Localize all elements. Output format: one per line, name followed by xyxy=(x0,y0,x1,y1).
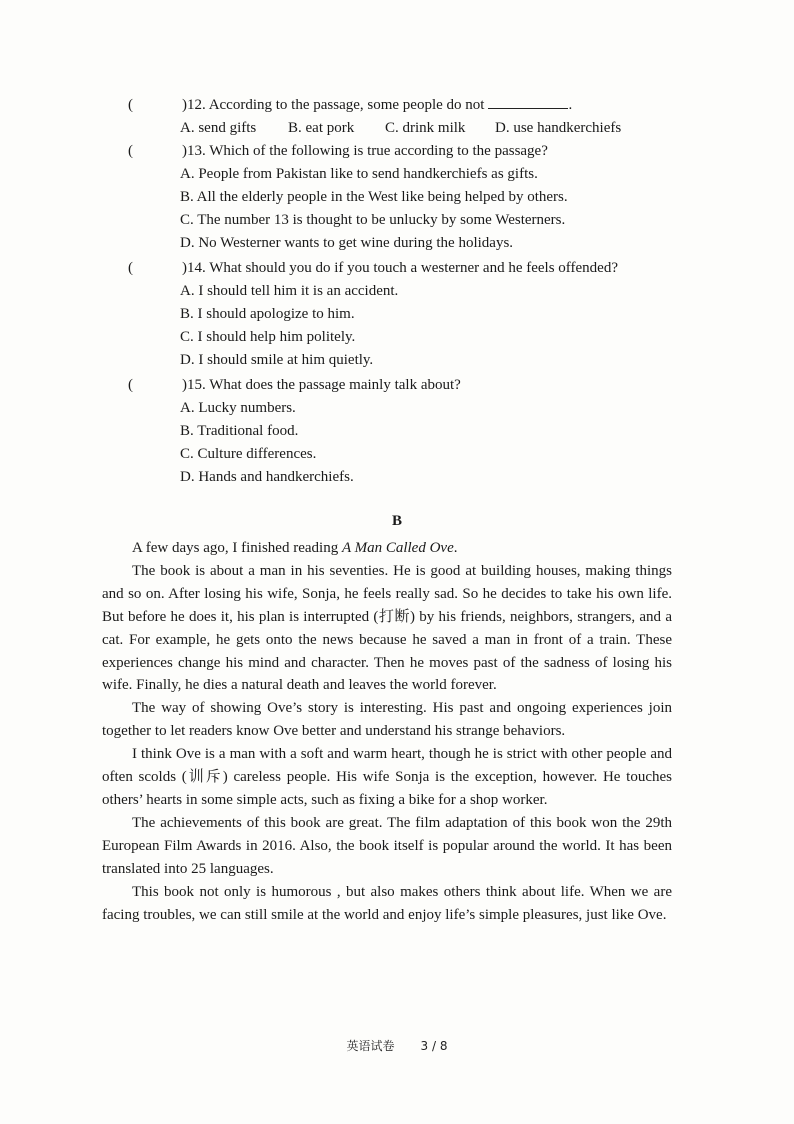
option-c: C. drink milk xyxy=(385,120,466,136)
answer-paren[interactable]: ( xyxy=(128,97,133,113)
passage-paragraph: I think Ove is a man with a soft and warm heart, though he is strict with other people and often scolds (训斥) careless people. His wife Sonja is the exception, however. He touches others’ hearts in some simple acts, such as fixing a bike for a shop worker. xyxy=(102,746,672,808)
answer-paren[interactable]: ( xyxy=(128,260,133,276)
option-b: B. eat pork xyxy=(288,120,355,136)
option-a: A. I should tell him it is an accident. xyxy=(180,283,399,299)
question-prompt: )14. What should you do if you touch a westerner and he feels offended? xyxy=(182,260,618,276)
section-heading: B xyxy=(391,513,402,529)
answer-paren[interactable]: ( xyxy=(128,143,133,159)
footer-label: 英语试卷 xyxy=(346,1039,395,1053)
question-prompt: )15. What does the passage mainly talk about? xyxy=(182,377,461,393)
passage-paragraph: The book is about a man in his seventies. He is good at building houses, making things and so on. After losing his wife, Sonja, he feels really sad. So he decides to take his own life. But before he does it, his plan is interrupted (打断) by his friends, neighbors, strangers, and a cat. For example, he gets onto the news because he saved a man in front of a train. These experiences change his mind and character. Then he moves past of the sadness of losing his wife. Finally, he dies a natural death and leaves the world forever. xyxy=(102,562,672,694)
question-14 xyxy=(128,257,688,372)
option-d: D. use handkerchiefs xyxy=(495,120,622,136)
option-b: B. All the elderly people in the West like being helped by others. xyxy=(180,189,568,205)
page-footer xyxy=(0,1037,794,1054)
option-b: B. Traditional food. xyxy=(180,423,299,439)
reading-passage xyxy=(102,537,672,926)
question-13 xyxy=(128,140,688,255)
option-d: D. I should smile at him quietly. xyxy=(180,352,374,368)
passage-paragraph: This book not only is humorous , but also makes others think about life. When we are facing troubles, we can still smile at the world and enjoy life’s simple pleasures, just like Ove. xyxy=(102,883,672,923)
page-number: 3 / 8 xyxy=(420,1039,448,1053)
option-b: B. I should apologize to him. xyxy=(180,306,355,322)
option-a: A. People from Pakistan like to send handkerchiefs as gifts. xyxy=(180,166,538,182)
option-a: A. send gifts xyxy=(180,120,257,136)
answer-blank[interactable] xyxy=(488,94,568,109)
passage-intro: A few days ago, I finished reading A Man Called Ove. xyxy=(132,540,458,556)
question-12: ( )12. According to the passage, some people do not . A. send gifts B. eat pork C. drink milk D. use handkerchiefs xyxy=(128,94,688,140)
option-c: C. Culture differences. xyxy=(180,446,317,462)
question-prompt: )12. According to the passage, some people do not xyxy=(182,97,485,113)
option-d: D. Hands and handkerchiefs. xyxy=(180,469,354,485)
book-title: A Man Called Ove xyxy=(341,540,454,556)
question-prompt: )13. Which of the following is true according to the passage? xyxy=(182,143,548,159)
passage-paragraph: The achievements of this book are great. The film adaptation of this book won the 29th European Film Awards in 2016. Also, the book itself is popular around the world. It has been translated into 25 languages. xyxy=(102,814,672,877)
answer-paren[interactable]: ( xyxy=(128,377,133,393)
option-c: C. The number 13 is thought to be unlucky by some Westerners. xyxy=(180,212,566,228)
option-c: C. I should help him politely. xyxy=(180,329,356,345)
option-row xyxy=(180,117,740,140)
passage-paragraph: The way of showing Ove’s story is interesting. His past and ongoing experiences join together to let readers know Ove better and understand his strange behaviors. xyxy=(102,700,672,740)
option-d: D. No Westerner wants to get wine during the holidays. xyxy=(180,235,514,251)
question-15 xyxy=(128,374,688,489)
option-a: A. Lucky numbers. xyxy=(180,400,296,416)
